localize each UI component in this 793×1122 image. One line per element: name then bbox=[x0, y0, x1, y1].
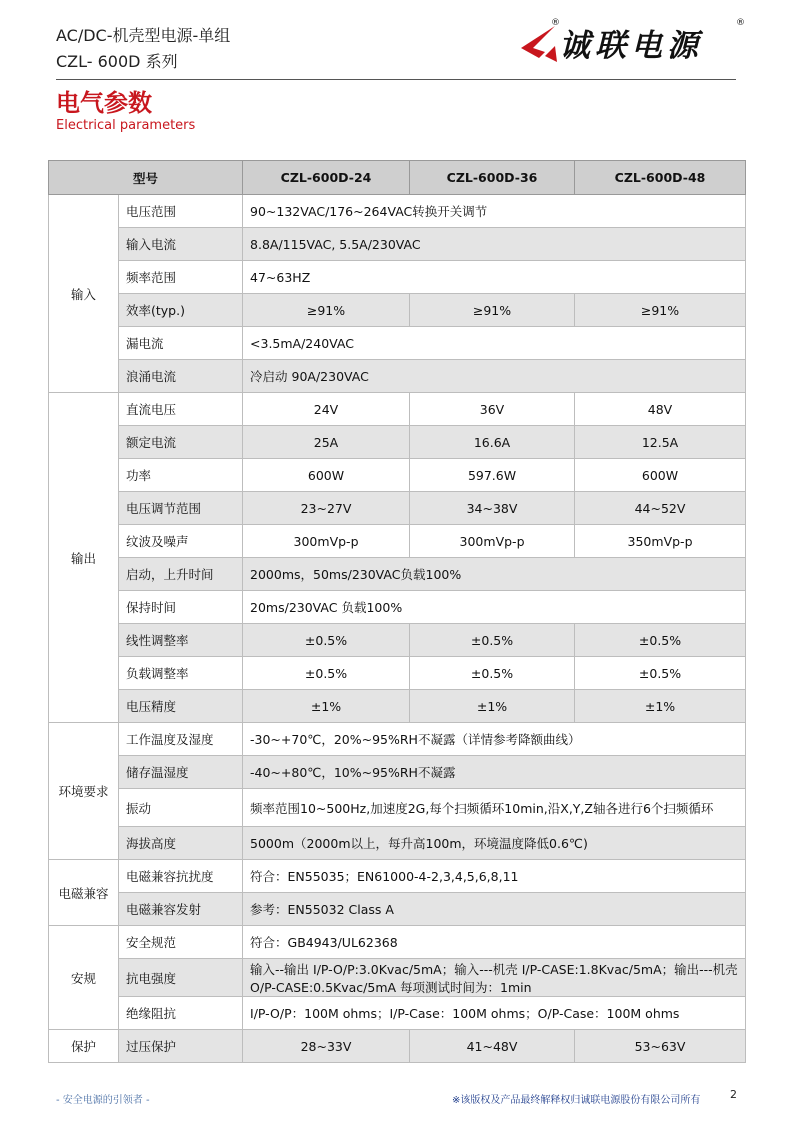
table-row bbox=[49, 228, 746, 261]
doc-series-line1: AC/DC-机壳型电源-单组 bbox=[56, 26, 231, 45]
param-value: <3.5mA/240VAC bbox=[243, 327, 746, 360]
param-name: 电压调节范围 bbox=[119, 492, 243, 525]
registered-mark: ® bbox=[736, 18, 745, 28]
brand-logo bbox=[515, 18, 745, 68]
param-name: 抗电强度 bbox=[119, 959, 243, 997]
param-value: 冷启动 90A/230VAC bbox=[243, 360, 746, 393]
param-name: 频率范围 bbox=[119, 261, 243, 294]
param-value-model-1: ±1% bbox=[243, 690, 410, 723]
brand-name: 诚联电源 bbox=[559, 28, 703, 64]
param-value-model-3: 600W bbox=[575, 459, 746, 492]
table-row bbox=[49, 723, 746, 756]
param-value-model-3: 53~63V bbox=[575, 1030, 746, 1063]
model-col-1: CZL-600D-24 bbox=[243, 161, 410, 195]
param-value: 5000m（2000m以上，每升高100m，环境温度降低0.6℃) bbox=[243, 827, 746, 860]
param-value-model-1: 600W bbox=[243, 459, 410, 492]
param-value-model-3: ±1% bbox=[575, 690, 746, 723]
param-value: -30~+70℃，20%~95%RH不凝露（详情参考降额曲线） bbox=[243, 723, 746, 756]
table-row bbox=[49, 624, 746, 657]
param-name: 工作温度及湿度 bbox=[119, 723, 243, 756]
spec-table bbox=[48, 160, 746, 1063]
param-name: 电压范围 bbox=[119, 195, 243, 228]
param-name: 振动 bbox=[119, 789, 243, 827]
param-value-model-2: ≥91% bbox=[410, 294, 575, 327]
param-value-model-2: ±0.5% bbox=[410, 624, 575, 657]
param-value-model-2: ±0.5% bbox=[410, 657, 575, 690]
page-number: 2 bbox=[730, 1088, 737, 1101]
footer-slogan: - 安全电源的引领者 - bbox=[56, 1095, 150, 1106]
table-row bbox=[49, 195, 746, 228]
param-name: 额定电流 bbox=[119, 426, 243, 459]
table-row bbox=[49, 1030, 746, 1063]
group-label: 环境要求 bbox=[49, 723, 119, 860]
param-name: 安全规范 bbox=[119, 926, 243, 959]
param-value: 8.8A/115VAC, 5.5A/230VAC bbox=[243, 228, 746, 261]
param-name: 线性调整率 bbox=[119, 624, 243, 657]
table-row bbox=[49, 525, 746, 558]
param-name: 功率 bbox=[119, 459, 243, 492]
table-row bbox=[49, 893, 746, 926]
table-row bbox=[49, 657, 746, 690]
param-value-model-2: 36V bbox=[410, 393, 575, 426]
section-title: 电气参数 bbox=[56, 89, 152, 117]
section-subtitle: Electrical parameters bbox=[56, 118, 196, 133]
param-value: 符合：EN55035；EN61000-4-2,3,4,5,6,8,11 bbox=[243, 860, 746, 893]
header-rule bbox=[56, 79, 736, 80]
group-label: 输出 bbox=[49, 393, 119, 723]
table-row bbox=[49, 426, 746, 459]
table-row bbox=[49, 959, 746, 997]
table-row bbox=[49, 393, 746, 426]
param-value: 输入--输出 I/P-O/P:3.0Kvac/5mA；输入---机壳 I/P-CASE:1.8Kvac/5mA；输出---机壳 O/P-CASE:0.5Kvac/5mA 每项测试时间为：1min bbox=[243, 959, 746, 997]
param-name: 浪涌电流 bbox=[119, 360, 243, 393]
table-row bbox=[49, 997, 746, 1030]
table-row bbox=[49, 827, 746, 860]
param-name: 电磁兼容抗扰度 bbox=[119, 860, 243, 893]
param-value-model-2: 16.6A bbox=[410, 426, 575, 459]
param-value: 参考：EN55032 Class A bbox=[243, 893, 746, 926]
param-value-model-3: ±0.5% bbox=[575, 657, 746, 690]
param-value: 2000ms，50ms/230VAC负载100% bbox=[243, 558, 746, 591]
param-name: 漏电流 bbox=[119, 327, 243, 360]
param-name: 负载调整率 bbox=[119, 657, 243, 690]
param-value-model-2: 300mVp-p bbox=[410, 525, 575, 558]
footer-copyright: ※该版权及产品最终解释权归诚联电源股份有限公司所有 bbox=[452, 1095, 701, 1106]
table-row bbox=[49, 459, 746, 492]
table-row bbox=[49, 591, 746, 624]
param-name: 启动，上升时间 bbox=[119, 558, 243, 591]
group-label: 电磁兼容 bbox=[49, 860, 119, 926]
table-row bbox=[49, 789, 746, 827]
doc-series-line2: CZL- 600D 系列 bbox=[56, 52, 178, 71]
param-value: 20ms/230VAC 负载100% bbox=[243, 591, 746, 624]
param-value-model-1: 25A bbox=[243, 426, 410, 459]
param-value-model-2: 597.6W bbox=[410, 459, 575, 492]
model-col-3: CZL-600D-48 bbox=[575, 161, 746, 195]
param-value: 90~132VAC/176~264VAC转换开关调节 bbox=[243, 195, 746, 228]
param-value: 频率范围10~500Hz,加速度2G,每个扫频循环10min,沿X,Y,Z轴各进行6个扫频循环 bbox=[243, 789, 746, 827]
group-label: 输入 bbox=[49, 195, 119, 393]
param-name: 过压保护 bbox=[119, 1030, 243, 1063]
param-value-model-2: ±1% bbox=[410, 690, 575, 723]
param-value-model-2: 34~38V bbox=[410, 492, 575, 525]
param-value-model-3: ≥91% bbox=[575, 294, 746, 327]
table-row bbox=[49, 492, 746, 525]
table-row bbox=[49, 558, 746, 591]
param-value: 符合：GB4943/UL62368 bbox=[243, 926, 746, 959]
table-row bbox=[49, 860, 746, 893]
param-value-model-1: 24V bbox=[243, 393, 410, 426]
param-name: 输入电流 bbox=[119, 228, 243, 261]
param-value-model-3: ±0.5% bbox=[575, 624, 746, 657]
param-value-model-1: 300mVp-p bbox=[243, 525, 410, 558]
param-name: 效率(typ.) bbox=[119, 294, 243, 327]
param-name: 直流电压 bbox=[119, 393, 243, 426]
table-row bbox=[49, 261, 746, 294]
param-value-model-3: 48V bbox=[575, 393, 746, 426]
model-col-2: CZL-600D-36 bbox=[410, 161, 575, 195]
param-value-model-3: 12.5A bbox=[575, 426, 746, 459]
param-value: -40~+80℃，10%~95%RH不凝露 bbox=[243, 756, 746, 789]
param-value-model-1: 28~33V bbox=[243, 1030, 410, 1063]
param-value-model-2: 41~48V bbox=[410, 1030, 575, 1063]
model-header: 型号 bbox=[49, 161, 243, 195]
table-row bbox=[49, 926, 746, 959]
param-name: 海拔高度 bbox=[119, 827, 243, 860]
table-row bbox=[49, 360, 746, 393]
param-value: 47~63HZ bbox=[243, 261, 746, 294]
param-name: 保持时间 bbox=[119, 591, 243, 624]
param-name: 绝缘阻抗 bbox=[119, 997, 243, 1030]
param-value-model-3: 44~52V bbox=[575, 492, 746, 525]
table-row bbox=[49, 690, 746, 723]
table-header-row bbox=[49, 161, 746, 195]
param-value-model-1: ≥91% bbox=[243, 294, 410, 327]
param-name: 电压精度 bbox=[119, 690, 243, 723]
brand-mark-icon bbox=[515, 22, 559, 66]
param-value-model-1: 23~27V bbox=[243, 492, 410, 525]
table-row bbox=[49, 327, 746, 360]
param-name: 纹波及噪声 bbox=[119, 525, 243, 558]
param-name: 电磁兼容发射 bbox=[119, 893, 243, 926]
group-label: 保护 bbox=[49, 1030, 119, 1063]
param-value-model-1: ±0.5% bbox=[243, 657, 410, 690]
table-row bbox=[49, 294, 746, 327]
table-row bbox=[49, 756, 746, 789]
param-value-model-3: 350mVp-p bbox=[575, 525, 746, 558]
param-name: 储存温湿度 bbox=[119, 756, 243, 789]
group-label: 安规 bbox=[49, 926, 119, 1030]
registered-mark: ® bbox=[551, 18, 560, 28]
param-value-model-1: ±0.5% bbox=[243, 624, 410, 657]
param-value: I/P-O/P：100M ohms；I/P-Case：100M ohms；O/P-Case：100M ohms bbox=[243, 997, 746, 1030]
